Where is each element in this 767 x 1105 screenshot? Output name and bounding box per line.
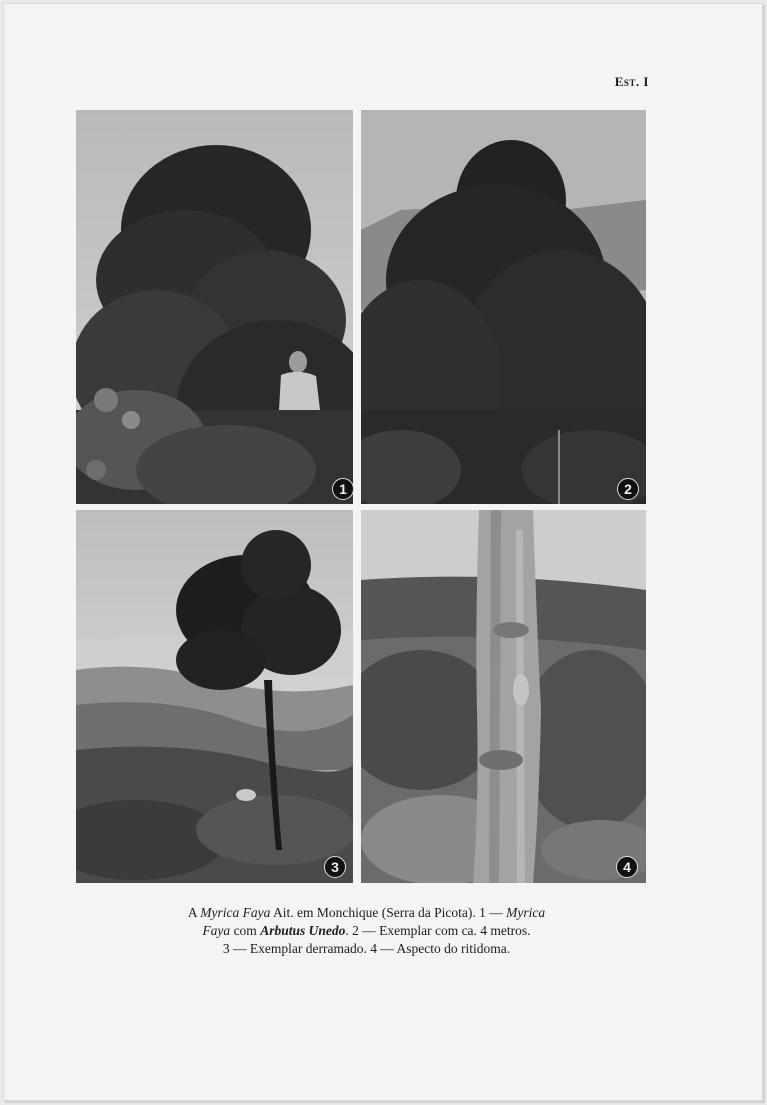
photo-2-number: 2 xyxy=(617,478,639,500)
photo-1-image xyxy=(76,110,353,504)
photo-2 xyxy=(361,110,646,504)
caption-species-name-bold: Arbutus Unedo xyxy=(260,923,346,938)
photo-4-number: 4 xyxy=(616,856,638,878)
photo-1-number: 1 xyxy=(332,478,354,500)
photo-2-image xyxy=(361,110,646,504)
caption-text: com xyxy=(230,923,261,938)
plate-label: Est. I xyxy=(614,74,649,89)
photo-1 xyxy=(76,110,353,504)
caption-line-1 xyxy=(104,904,629,922)
caption-species-name: Faya xyxy=(202,923,231,938)
caption-species-name: Myrica Faya xyxy=(200,905,271,920)
photo-4-image xyxy=(361,510,646,883)
photo-3-number: 3 xyxy=(324,856,346,878)
photo-4 xyxy=(361,510,646,883)
page xyxy=(3,3,763,1101)
photo-3 xyxy=(76,510,353,883)
caption-species-name: Myrica xyxy=(506,905,546,920)
caption-line-2 xyxy=(104,922,629,940)
caption-text: . 2 — Exemplar com ca. 4 metros. xyxy=(345,923,531,938)
caption-text: Ait. em Monchique (Serra da Picota). 1 — xyxy=(270,905,507,920)
photo-3-image xyxy=(76,510,353,883)
caption-line-3: 3 — Exemplar derramado. 4 — Aspecto do ritidoma. xyxy=(222,941,511,956)
figure-caption xyxy=(104,904,629,958)
caption-text: A xyxy=(187,905,201,920)
